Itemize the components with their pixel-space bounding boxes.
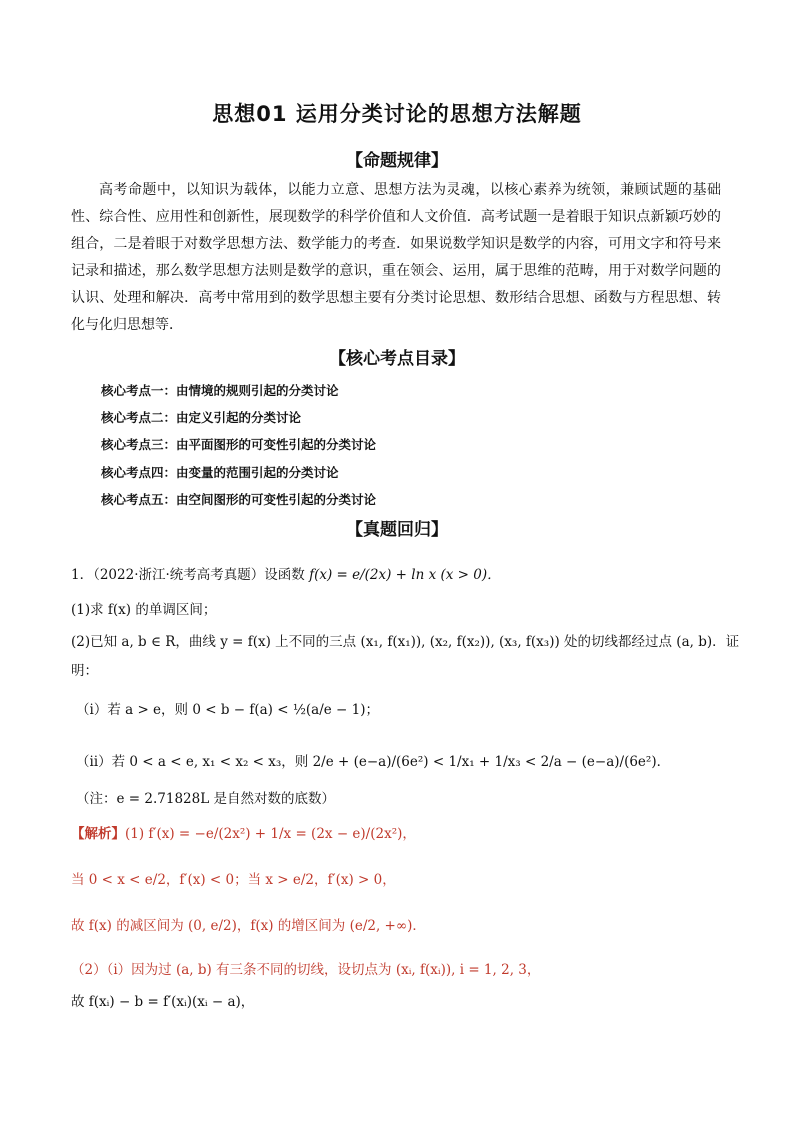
solution-line-2: 当 0 < x < e/2，f′(x) < 0；当 x > e/2，f′(x) > 0， — [71, 872, 396, 888]
toc-item: 核心考点四：由变量的范围引起的分类讨论 — [101, 465, 339, 480]
question-2-cont: 明： — [71, 663, 98, 679]
question-2: (2)已知 a, b ∈ R，曲线 y = f(x) 上不同的三点 (x₁, f(x₁)), (x₂, f(x₂)), (x₃, f(x₃)) 处的切线都经过点 (a, b)．证 — [71, 634, 740, 650]
page-title: 思想01 运用分类讨论的思想方法解题 — [212, 102, 582, 126]
problem-function: f(x) = e/(2x) + ln x (x > 0)． — [309, 567, 501, 583]
section-heading-rules: 【命题规律】 — [346, 151, 448, 171]
section-heading-toc: 【核心考点目录】 — [329, 349, 465, 369]
toc-item: 核心考点一：由情境的规则引起的分类讨论 — [101, 383, 339, 398]
question-2-ii: （ⅱ）若 0 < a < e, x₁ < x₂ < x₃，则 2/e + (e−a)/(6e²) < 1/x₁ + 1/x₃ < 2/a − (e−a)/(6e²)． — [76, 754, 671, 770]
solution-line-5: 故 f(xᵢ) − b = f′(xᵢ)(xᵢ − a)， — [71, 994, 255, 1010]
problem-statement — [71, 563, 501, 583]
solution-text: (1) f′(x) = −e/(2x²) + 1/x = (2x − e)/(2x²)， — [125, 826, 416, 842]
solution-tag: 【解析】 — [71, 826, 125, 842]
note: （注：e = 2.71828L 是自然对数的底数） — [76, 791, 335, 807]
section-heading-exam: 【真题回归】 — [346, 520, 448, 540]
problem-source: 1．（2022·浙江·统考高考真题）设函数 — [71, 567, 305, 583]
question-2-i: （ⅰ）若 a > e，则 0 < b − f(a) < ½(a/e − 1)； — [76, 702, 380, 718]
toc-item: 核心考点五：由空间图形的可变性引起的分类讨论 — [101, 492, 377, 507]
toc-item: 核心考点三：由平面图形的可变性引起的分类讨论 — [101, 437, 377, 452]
intro-paragraph: 高考命题中，以知识为载体，以能力立意、思想方法为灵魂，以核心素养为统领，兼顾试题的基础性、综合性、应用性和创新性，展现数学的科学价值和人文价值．高考试题一是着眼于知识点新颖巧妙的组合，二是着眼于对数学思想方法、数学能力的考查．如果说数学知识是数学的内容，可用文字和符号来记录和描述，那么数学思想方法则是数学的意识，重在领会、运用，属于思维的范畴，用于对数学问题的认识、处理和解决．高考中常用到的数学思想主要有分类讨论思想、数形结合思想、函数与方程思想、转化与化归思想等． — [71, 182, 721, 333]
toc-item: 核心考点二：由定义引起的分类讨论 — [101, 410, 302, 425]
question-1: (1)求 f(x) 的单调区间； — [71, 602, 217, 618]
solution-line-4: （2）（ⅰ）因为过 (a, b) 有三条不同的切线，设切点为 (xᵢ, f(xᵢ)), i = 1, 2, 3， — [71, 962, 541, 978]
solution-line-3: 故 f(x) 的减区间为 (0, e/2)，f(x) 的增区间为 (e/2, +∞)． — [71, 918, 426, 934]
solution-line-1 — [71, 822, 416, 842]
